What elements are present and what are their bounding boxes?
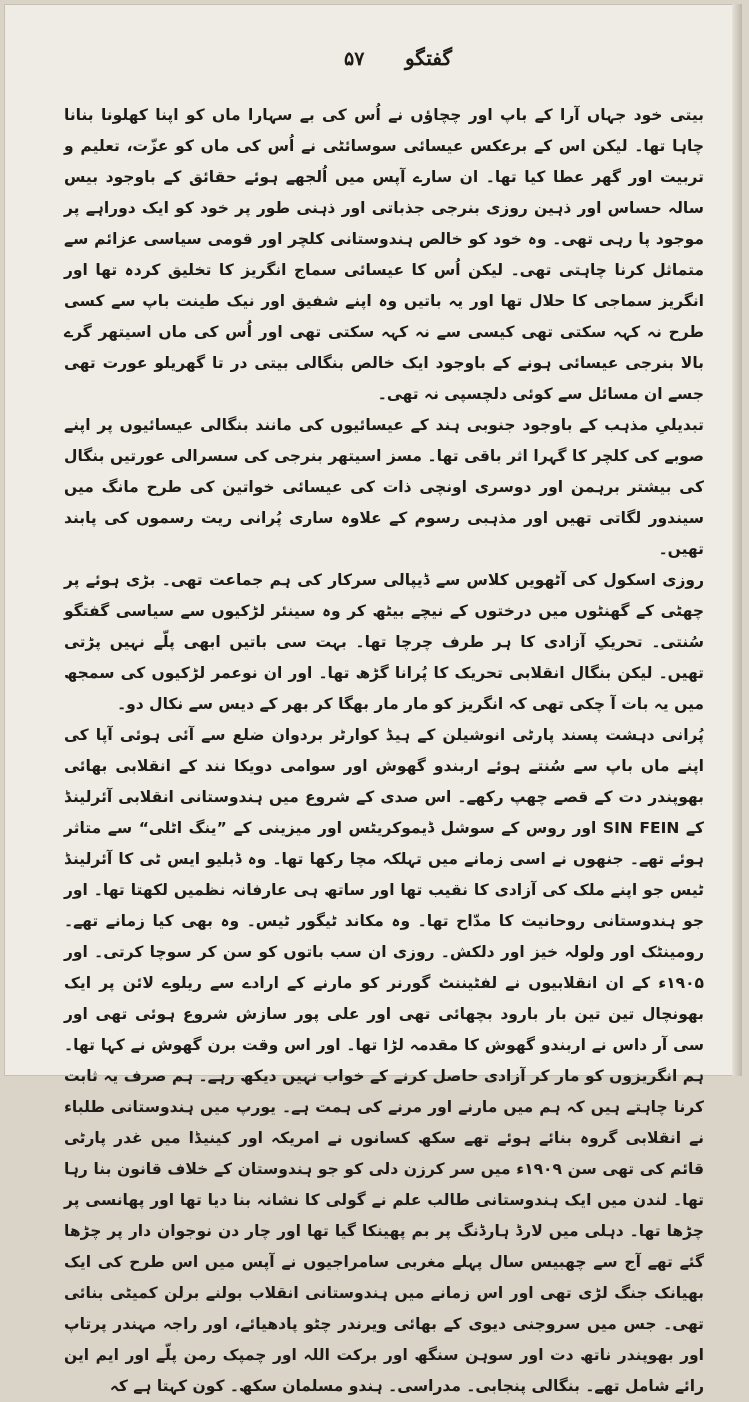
- paragraph: روزی اسکول کی آٹھویں کلاس سے ڈیپالی سرکار کی ہم جماعت تھی۔ بڑی ہوئے پر چھٹی کے گھنٹوں میں درختوں کے نیچے بیٹھ کر وہ سینئر لڑکیوں سے سیاسی گفتگو سُنتی۔ تحریکِ آزادی کا ہر طرف چرچا تھا۔ بہت سی باتیں ابھی پلّے نہیں پڑتی تھیں۔ لیکن بنگال انقلابی تحریک کا پُرانا گڑھ تھا۔ اور ان نوعمر لڑکیوں کی سمجھ میں یہ بات آ چکی تھی کہ انگریز کو مار مار بھگا کر بھر کے دیس سے نکال دو۔: [64, 571, 704, 713]
- paragraph: تبدیلیِ مذہب کے باوجود جنوبی ہند کے عیسائیوں کی مانند بنگالی عیسائیوں پر اپنے صوبے کی کلچر کا گہرا اثر باقی تھا۔ مسز اسیتھر بنرجی کی سسرالی عورتیں بنگال کی بیشتر برہمن اور دوسری اونچی ذات کی عیسائی خواتین کی طرح مانگ میں سیندور لگاتی تھیں اور مذہبی رسوم کے علاوہ ساری پُرانی ریت رسموں کی پابند تھیں۔: [64, 416, 704, 558]
- paragraph: بیتی خود جہاں آرا کے باپ اور چچاؤں نے اُس کی بے سہارا ماں کو اپنا کھلونا بنانا چاہا تھا۔ لیکن اس کے برعکس عیسائی سوسائٹی نے اُس کی ماں کو عزّت، تعلیم و تربیت اور گھر عطا کیا تھا۔ ان سارے آپس میں اُلجھے ہوئے حقائق کے باوجود بیس سالہ حساس اور ذہین روزی بنرجی جذباتی اور ذہنی طور پر خود کو ایک دوراہے پر موجود پا رہی تھی۔ وہ خود کو خالص ہندوستانی کلچر اور قومی سیاسی عزائم سے متماثل کرنا چاہتی تھی۔ لیکن اُس کا عیسائی سماج انگریز کا تخلیق کردہ تھا اور انگریز سماجی کا حلال تھا اور یہ باتیں وہ اپنے شفیق اور نیک طینت باپ سے کسی طرح نہ کہہ سکتی تھی کیسی سے نہ کہہ سکتی تھی اور اُس کی ماں اسیتھر گرے بالا بنرجی عیسائی ہونے کے باوجود ایک خالص بنگالی بیتی در تا گھریلو عورت تھی جسے ان مسائل سے کوئی دلچسپی نہ تھی۔: [64, 106, 704, 403]
- page-header: [4, 46, 742, 82]
- paragraph: پُرانی دہشت پسند پارٹی انوشیلن کے ہیڈ کوارٹر بردوان ضلع سے آئی ہوئی آپا کی اپنے ماں باپ سے سُنتے ہوئے اربندو گھوش اور سوامی دویکا نند کے انقلابی بھائی بھوپندر دت کے قصے چھپ رکھے۔ اس صدی کے شروع میں ہندوستانی انقلابی آئرلینڈ کے SIN FEIN اور روس کے سوشل ڈیموکریٹس اور میزینی کے ”ینگ اٹلی“ سے متاثر ہوئے تھے۔ جنھوں نے اسی زمانے میں تہلکہ مچا رکھا تھا۔ وہ ڈبلیو ایس ٹی کا آئرلینڈ ٹیس جو اپنے ملک کی آزادی کا نقیب تھا اور ساتھ ہی عارفانہ نظمیں لکھتا تھا۔ اور جو ہندوستانی روحانیت کا مدّاح تھا۔ وہ مکاند ٹیگور ٹیس۔ وہ بھی کیا زمانے تھے۔ رومینٹک اور ولولہ خیز اور دلکش۔ روزی ان سب باتوں کو سن کر سوچا کرتی۔ اور ۱۹۰۵ء کے ان انقلابیوں نے لفٹیننٹ گورنر کو مارنے کے ارادے سے ریلوے لائن پر ایک بھونچال تین تین بار بارود بچھائی تھی اور علی پور سازش شروع ہوئی تھی اور سی آر داس نے اربندو گھوش کا مقدمہ لڑا تھا۔ اور اس وقت برن گھوش نے کہا تھا۔ ہم انگریزوں کو مار کر آزادی حاصل کرنے کے خواب نہیں دیکھ رہے۔ ہم صرف یہ ثابت کرنا چاہتے ہیں کہ ہم میں مارنے اور مرنے کی ہمت ہے۔ یورپ میں ہندوستانی طلباء نے انقلابی گروہ بنائے ہوئے تھے سکھ کسانوں نے امریکہ اور کینیڈا میں غدر پارٹی قائم کی تھی سن ۱۹۰۹ء میں سر کرزن دلی کو جو ہندوستان کے خلاف قانون بنا رہا تھا۔ لندن میں ایک ہندوستانی طالب علم نے گولی کا نشانہ بنا دیا تھا اور پھانسی پر چڑھا تھا۔ دہلی میں لارڈ ہارڈنگ پر بم پھینکا گیا تھا اور چار دن نوجوان دار پر چڑھا گئے تھے آج سے چھبیس سال پہلے مغربی سامراجیوں نے آپس میں اس طرح کی ایک بھیانک جنگ لڑی تھی اور اس زمانے میں ہندوستانی انقلاب بولنے برلن کمیٹی بنائی تھی۔ جس میں سروجنی دیوی کے بھائی ویرندر چٹو پادھیائے، اور راجہ مہندر پرتاپ اور بھوپندر ناتھ دت اور سوہن سنگھ اور برکت اللہ اور چمپک رمن پلّے اور ایم این رائے شامل تھے۔ بنگالی پنجابی۔ مدراسی۔ ہندو مسلمان سکھ۔ کون کہتا ہے کہ: [64, 726, 704, 1395]
- page-number: ۵۷: [344, 48, 365, 70]
- body-text: [64, 100, 704, 1402]
- running-title: گفتگو: [404, 46, 452, 70]
- page-edge-shadow: [732, 4, 742, 1076]
- book-page: [4, 4, 742, 1395]
